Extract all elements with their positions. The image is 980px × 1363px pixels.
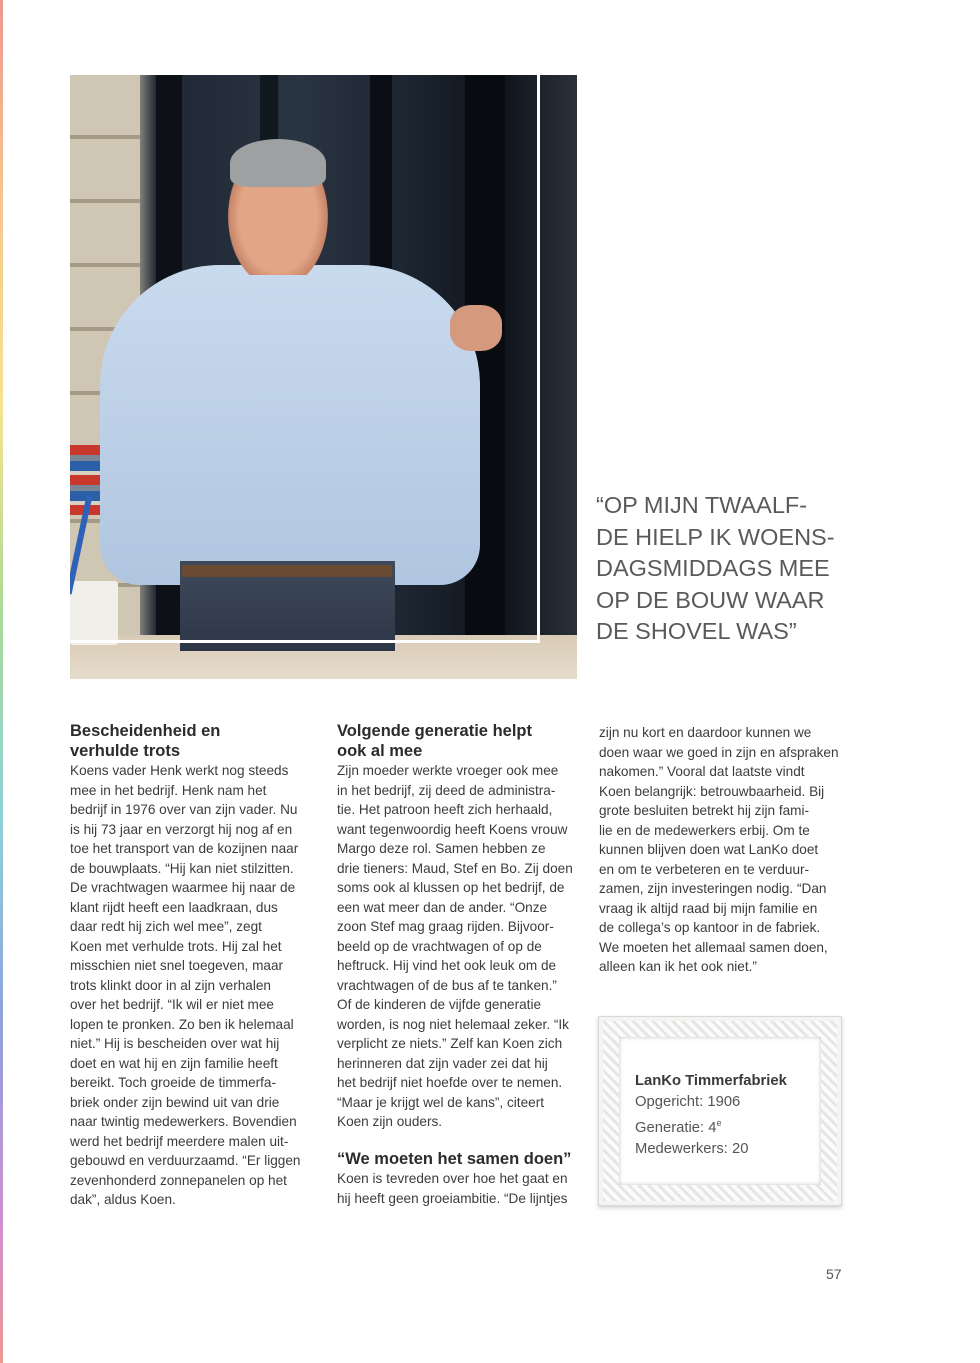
page-edge-color-strip: [0, 0, 3, 1363]
text-line: zevenhonderd zonnepanelen op het: [70, 1172, 287, 1188]
pull-quote-line: DAGSMIDDAGS MEE: [596, 555, 830, 581]
generation-suffix: e: [716, 1118, 722, 1128]
section-heading: [337, 1150, 583, 1170]
text-line: in het bedrijf, zij deed de administra-: [337, 782, 556, 798]
generation-value: Generatie: 4: [635, 1119, 717, 1136]
text-line: Margo deze rol. Samen hebben ze: [337, 841, 546, 856]
text-line: werd het bedrijf meerdere malen uit-: [70, 1133, 289, 1149]
body-paragraph: [70, 761, 316, 1210]
photo-person-shirt: [100, 265, 480, 585]
generation-line: [635, 1113, 787, 1139]
page-number: 57: [826, 1266, 842, 1282]
text-line: zamen, zijn investeringen nodig. “Dan: [599, 881, 827, 896]
text-line: gebouwd en verduurzaamd. “Er liggen: [70, 1153, 301, 1168]
text-line: We moeten het allemaal samen doen,: [599, 939, 828, 955]
section-heading: [70, 722, 316, 761]
text-line: Koens vader Henk werkt nog steeds: [70, 763, 289, 778]
article-column-1: [70, 722, 316, 1210]
text-line: mee in het bedrijf. Henk nam het: [70, 782, 267, 798]
article-column-3: [599, 723, 844, 977]
text-line: vraag ik altijd raad bij mijn familie en: [599, 900, 818, 916]
text-line: toe het transport van de kozijnen naar: [70, 841, 299, 856]
body-paragraph: [599, 723, 844, 977]
article-column-2: [337, 722, 583, 1208]
fact-box-ornate-frame: [598, 1016, 842, 1206]
text-line: klant rijdt heeft een laadkraan, dus: [70, 899, 278, 915]
section-heading: [337, 722, 583, 761]
text-line: verplicht ze niets.” Zelf kan Koen zich: [337, 1036, 563, 1051]
text-line: tie. Het patroon heeft zich herhaald,: [337, 802, 553, 817]
photo-person-hair: [230, 139, 326, 187]
pull-quote-line: DE HIELP IK WOENS-: [596, 523, 835, 550]
text-line: briek onder zijn bewind uit van drie: [70, 1094, 280, 1110]
founded-line: Opgericht: 1906: [635, 1094, 741, 1110]
text-line: drie tieners: Maud, Stef en Bo. Zij doen: [337, 860, 573, 876]
text-line: trots klinkt door in al zijn verhalen: [70, 977, 271, 993]
body-paragraph: [337, 761, 583, 1132]
text-line: is hij 73 jaar en verzorgt hij nog af en: [70, 821, 293, 837]
pull-quote: [596, 490, 856, 648]
text-line: beeld op de vrachtwagen of op de: [337, 938, 542, 954]
text-line: het bedrijf niet hoefde over te nemen.: [337, 1075, 563, 1090]
heading-line: Volgende generatie helpt: [337, 722, 532, 740]
text-line: De vrachtwagen waarmee hij naar de: [70, 880, 296, 895]
text-line: bereikt. Toch groeide de timmerfa-: [70, 1075, 277, 1090]
text-line: kunnen blijven doen wat LanKo doet: [599, 842, 819, 857]
text-line: doet en wat hij en zijn familie heeft: [70, 1055, 278, 1071]
text-line: over het bedrijf. “Ik wil er niet mee: [70, 997, 274, 1012]
text-line: misschien niet snel toegeven, maar: [70, 958, 284, 973]
photo-person-belt: [182, 565, 392, 577]
text-line: “Maar je krijgt wel de kans”, citeert: [337, 1094, 544, 1110]
heading-line: verhulde trots: [70, 741, 181, 760]
text-line: zijn nu kort en daardoor kunnen we: [599, 725, 812, 740]
text-line: soms ook al klussen op het bedrijf, de: [337, 880, 565, 895]
text-line: Of de kinderen de vijfde generatie: [337, 997, 542, 1012]
text-line: hij heeft geen groeiambitie. “De lijntjes: [337, 1190, 568, 1206]
text-line: herinneren dat zijn vader zei dat hij: [337, 1055, 548, 1071]
text-line: een wat meer dan de ander. “Onze: [337, 899, 548, 915]
company-name: LanKo Timmerfabriek: [635, 1073, 787, 1089]
text-line: worden, is nog niet helemaal zeker. “Ik: [337, 1016, 569, 1032]
text-line: daar redt hij zich wel mee”, zegt: [70, 919, 262, 934]
text-line: dak”, aldus Koen.: [70, 1192, 176, 1207]
portrait-photo: [70, 75, 577, 679]
text-line: zoon Stef mag graag rijden. Bijvoor-: [337, 919, 554, 934]
pull-quote-line: DE SHOVEL WAS”: [596, 618, 797, 644]
text-line: Koen is tevreden over hoe het gaat en: [337, 1171, 568, 1186]
text-line: Koen belangrijk: betrouwbaarheid. Bij: [599, 783, 825, 799]
text-line: alleen kan ik het ook niet.”: [599, 959, 757, 974]
text-line: grote besluiten betrekt hij zijn fami-: [599, 803, 810, 818]
pull-quote-line: “OP MIJN TWAALF-: [596, 492, 808, 518]
text-line: niet.” Hij is bescheiden over wat hij: [70, 1036, 280, 1051]
text-line: vrachtwagen of de bus af te tanken.”: [337, 977, 557, 993]
photo-bucket: [70, 581, 118, 645]
body-paragraph: [337, 1169, 583, 1208]
heading-line: Bescheidenheid en: [70, 722, 221, 740]
text-line: naar twintig medewerkers. Bovendien: [70, 1114, 297, 1129]
text-line: lie en de medewerkers erbij. Om te: [599, 822, 810, 838]
heading-line: “We moeten het samen doen”: [337, 1149, 572, 1168]
employees-line: Medewerkers: 20: [635, 1140, 749, 1157]
text-line: Koen met verhulde trots. Hij zal het: [70, 938, 282, 954]
heading-line: ook al mee: [337, 741, 423, 760]
text-line: Zijn moeder werkte vroeger ook mee: [337, 763, 559, 778]
text-line: heftruck. Hij vind het ook leuk om de: [337, 958, 557, 973]
text-line: lopen te pronken. Zo ben ik helemaal: [70, 1016, 294, 1032]
text-line: de collega’s op kantoor in de fabriek.: [599, 920, 821, 935]
text-line: doen waar we goed in zijn en afspraken: [599, 744, 839, 760]
photo-person-hand: [450, 305, 502, 351]
text-line: nakomen.” Vooral dat laatste vindt: [599, 764, 805, 779]
pull-quote-line: OP DE BOUW WAAR: [596, 586, 825, 613]
text-line: en om te verbeteren en te verduur-: [599, 861, 810, 877]
text-line: de bouwplaats. “Hij kan niet stilzitten.: [70, 860, 294, 876]
fact-box-text: [635, 1071, 787, 1160]
text-line: want tegenwoordig heeft Koens vrouw: [337, 821, 568, 837]
text-line: bedrijf in 1976 over van zijn vader. Nu: [70, 802, 298, 817]
text-line: Koen zijn ouders.: [337, 1114, 443, 1129]
